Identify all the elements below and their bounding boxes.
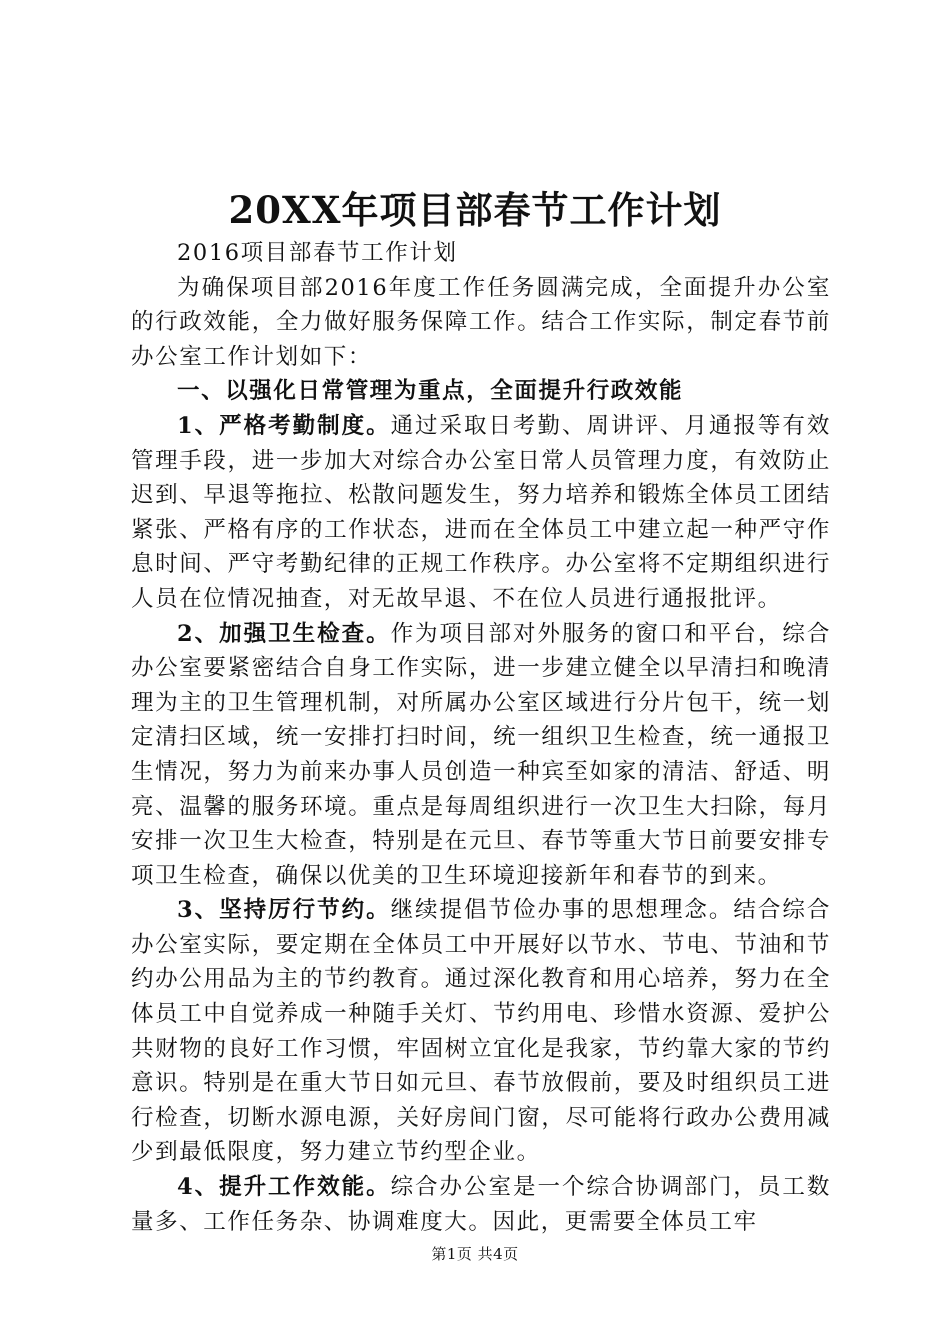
list-item (131, 409, 831, 617)
list-item (131, 893, 831, 1170)
page-footer: 第1页 共4页 (431, 1245, 519, 1263)
item-lead: 4、提升工作效能。 (177, 1174, 391, 1201)
item-text: 继续提倡节俭办事的思想理念。结合综合办公室实际，要定期在全体员工中开展好以节水、节电、节油和节约办公用品为主的节约教育。通过深化教育和用心培养，努力在全体员工中自觉养成一种随手关灯、节约用电、珍惜水资源、爱护公共财物的良好工作习惯，牢固树立宜化是我家，节约靠大家的节约意识。特别是在重大节日如元旦、春节放假前，要及时组织员工进行检查，切断水源电源，关好房间门窗，尽可能将行政办公费用减少到最低限度，努力建立节约型企业。 (131, 897, 831, 1166)
item-lead: 3、坚持厉行节约。 (177, 897, 391, 924)
section-heading: 一、以强化日常管理为重点，全面提升行政效能 (177, 378, 684, 405)
item-lead: 1、严格考勤制度。 (177, 412, 391, 439)
item-text: 通过采取日考勤、周讲评、月通报等有效管理手段，进一步加大对综合办公室日常人员管理力度，有效防止迟到、早退等拖拉、松散问题发生，努力培养和锻炼全体员工团结紧张、严格有序的工作状态，进而在全体员工中建立起一种严守作息时间、严守考勤纪律的正规工作秩序。办公室将不定期组织进行人员在位情况抽查，对无故早退、不在位人员进行通报批评。 (131, 412, 831, 612)
item-text: 综合办公室是一个综合协调部门，员工数量多、工作任务杂、协调难度大。因此，更需要全体员工牢 (131, 1174, 831, 1235)
item-lead: 2、加强卫生检查。 (177, 620, 391, 647)
document-body (131, 236, 831, 1239)
document-subtitle: 2016项目部春节工作计划 (177, 240, 458, 266)
item-text: 作为项目部对外服务的窗口和平台，综合办公室要紧密结合自身工作实际，进一步建立健全以早清扫和晚清理为主的卫生管理机制，对所属办公室区域进行分片包干，统一划定清扫区域，统一安排打扫时间，统一组织卫生检查，统一通报卫生情况，努力为前来办事人员创造一种宾至如家的清洁、舒适、明亮、温馨的服务环境。重点是每周组织进行一次卫生大扫除，每月安排一次卫生大检查，特别是在元旦、春节等重大节日前要安排专项卫生检查，确保以优美的卫生环境迎接新年和春节的到来。 (131, 620, 831, 889)
list-item (131, 1170, 831, 1239)
list-item (131, 617, 831, 894)
intro-paragraph: 为确保项目部2016年度工作任务圆满完成，全面提升办公室的行政效能，全力做好服务保障工作。结合工作实际，制定春节前办公室工作计划如下： (131, 274, 831, 370)
document-title: 20XX年项目部春节工作计划 (228, 188, 722, 232)
